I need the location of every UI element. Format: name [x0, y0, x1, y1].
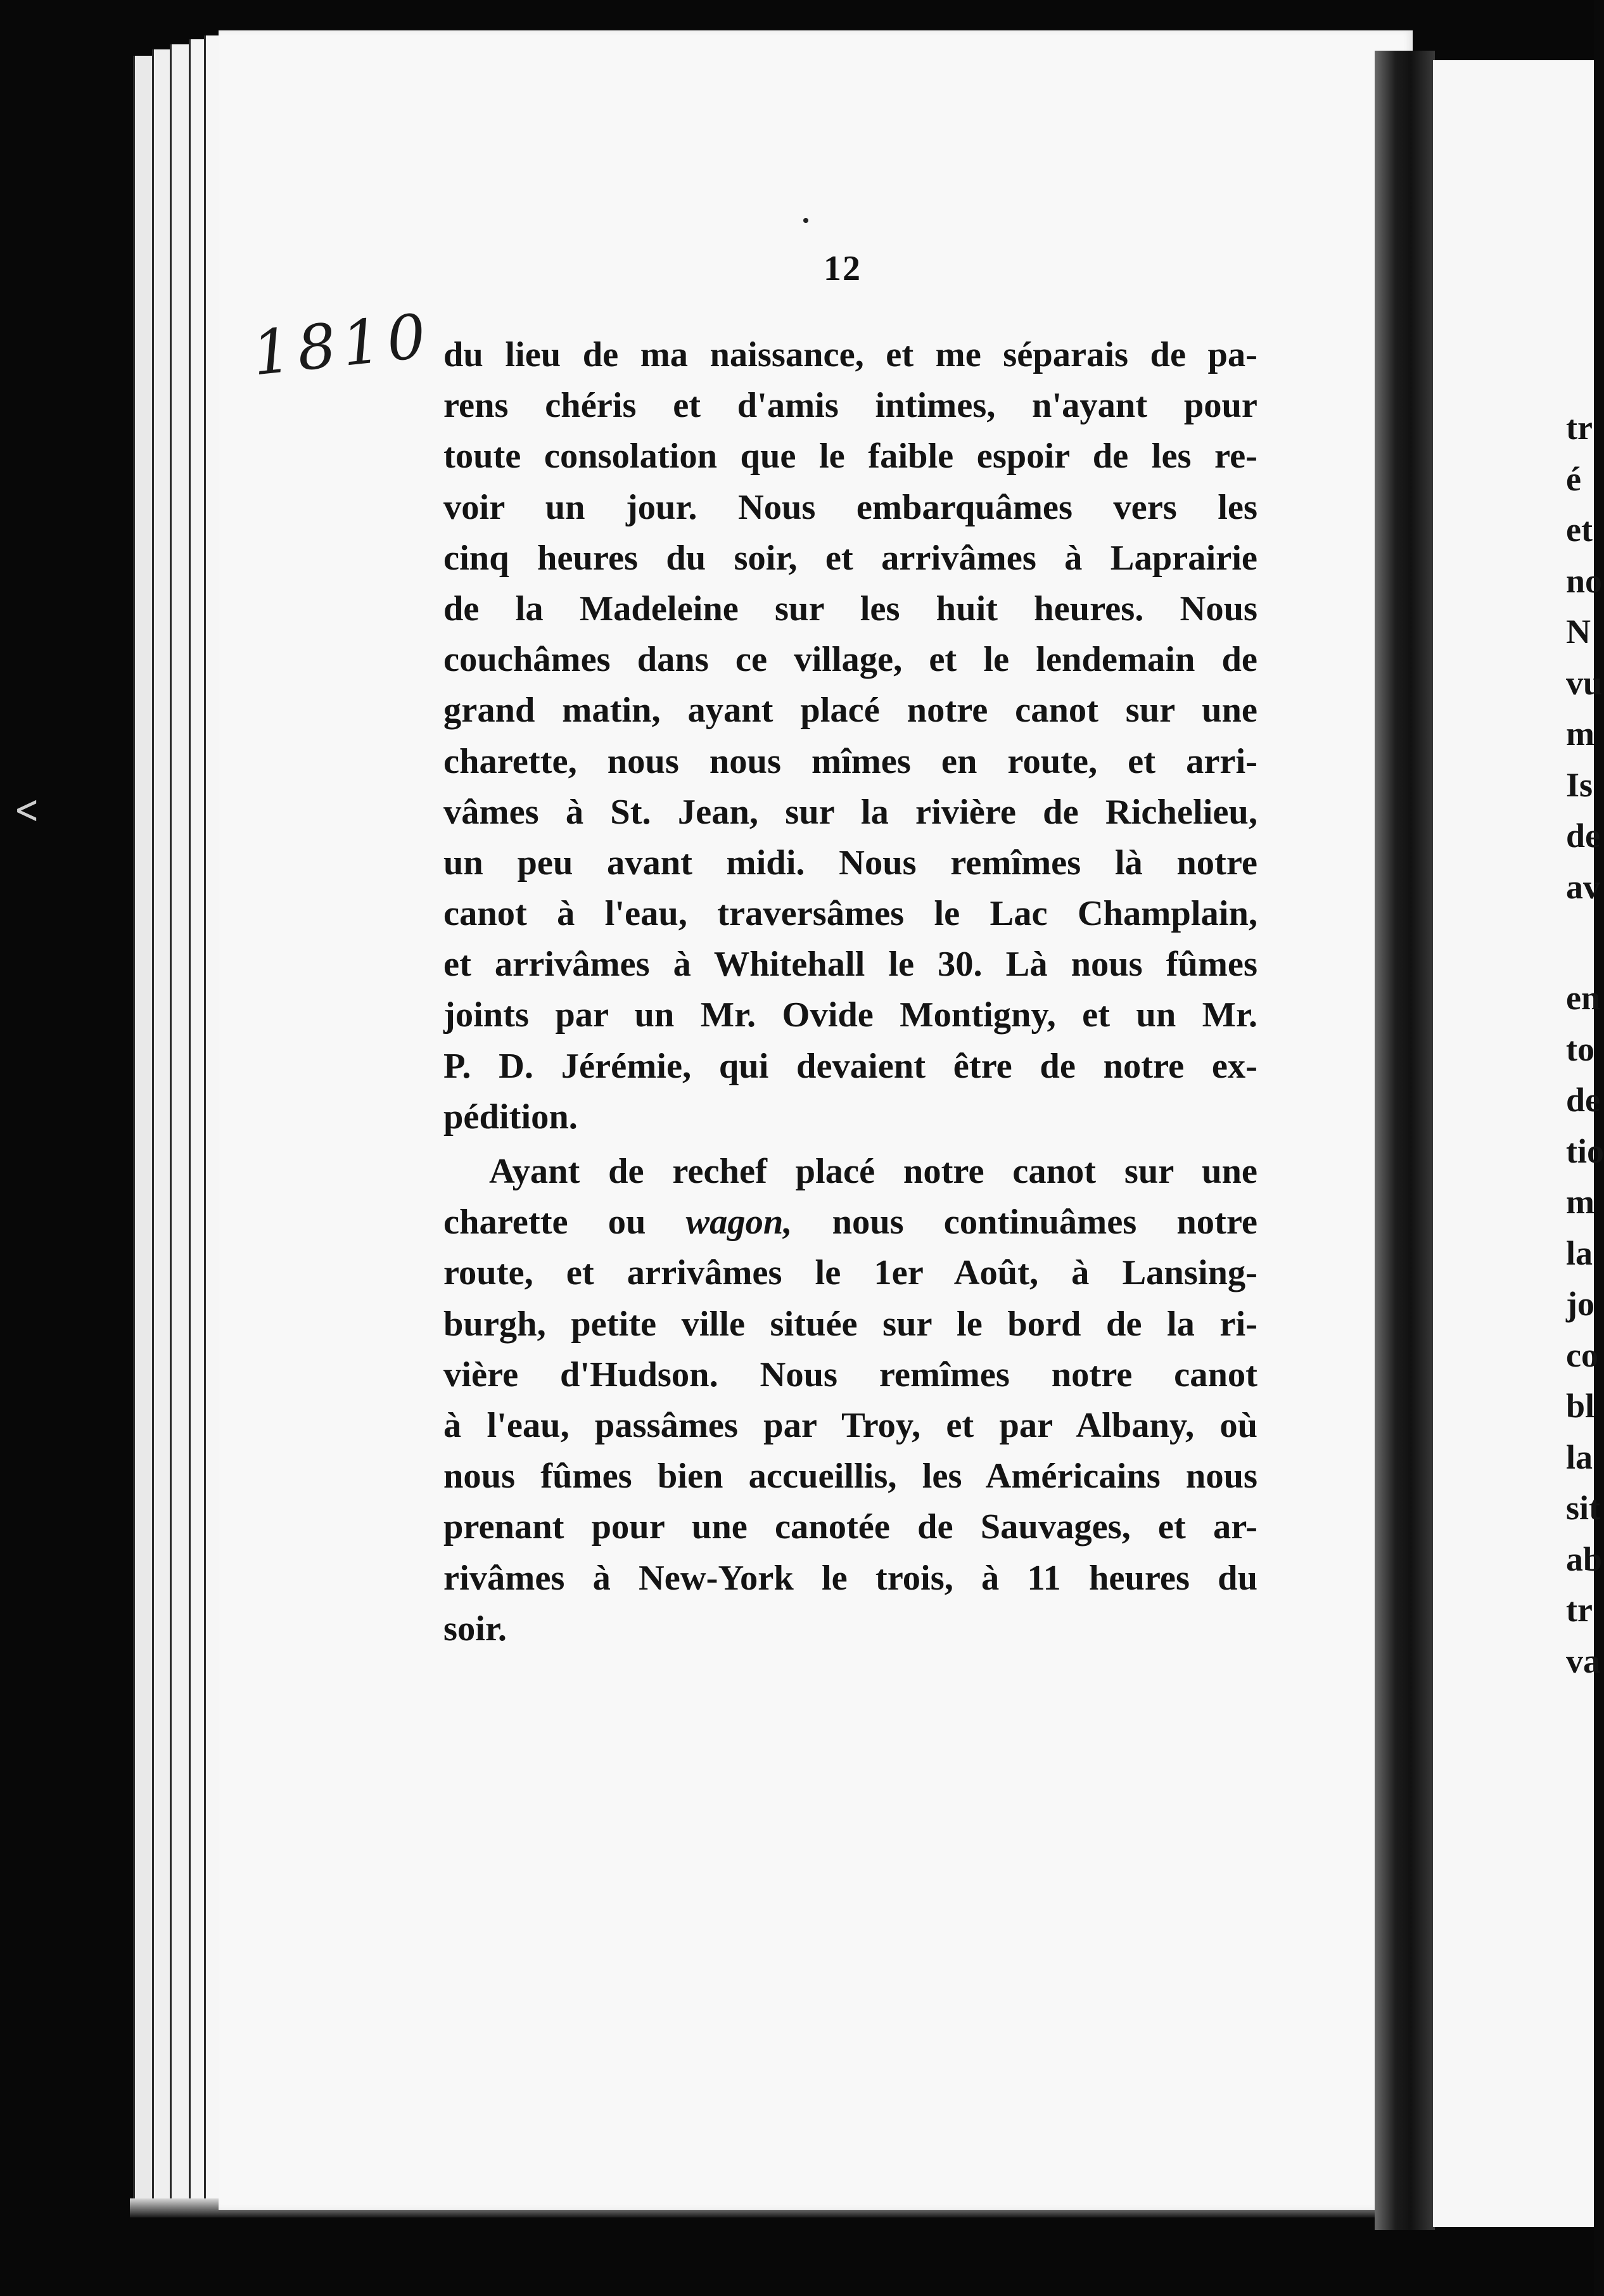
text-line: P. D. Jérémie, qui devaient être de notre ex- [443, 1046, 1257, 1086]
text-line: charette, nous nous mîmes en route, et arri- [443, 741, 1257, 781]
facing-fragment: co [1566, 1336, 1598, 1374]
paragraph [443, 1146, 1257, 1654]
text-line: et arrivâmes à Whitehall le 30. Là nous fûmes [443, 945, 1257, 985]
facing-fragment: tio [1566, 1132, 1604, 1170]
body-text [443, 329, 1257, 1654]
text-line: vâmes à St. Jean, sur la rivière de Richelieu, [443, 792, 1257, 832]
facing-fragment: é [1566, 459, 1581, 498]
facing-fragment: vu [1566, 663, 1603, 702]
facing-page-text [1566, 402, 1604, 1687]
text-line: route, et arrivâmes le 1er Août, à Lansing- [443, 1253, 1257, 1293]
text-line: couchâmes dans ce village, et le lendemain de [443, 640, 1257, 680]
book-gutter [1375, 51, 1435, 2230]
facing-fragment: jo [1566, 1285, 1594, 1323]
facing-fragment: tr [1566, 1591, 1593, 1629]
text-line: grand matin, ayant placé notre canot sur une [443, 691, 1257, 730]
facing-fragment: ab [1566, 1540, 1603, 1578]
text-line: rens chéris et d'amis intimes, n'ayant pour [443, 386, 1257, 426]
facing-fragment: en [1566, 979, 1600, 1017]
facing-fragment: sit [1566, 1489, 1600, 1527]
facing-fragment: va [1566, 1642, 1600, 1680]
facing-fragment: et [1566, 511, 1593, 549]
facing-fragment: tr [1566, 409, 1593, 447]
text-line: du lieu de ma naissance, et me séparais de pa- [443, 335, 1257, 374]
paragraph [443, 329, 1257, 1142]
facing-fragment: m [1566, 715, 1594, 753]
facing-fragment: m [1566, 1183, 1594, 1221]
text-line: voir un jour. Nous embarquâmes vers les [443, 487, 1257, 527]
facing-fragment: de [1566, 1081, 1600, 1119]
text-line: à l'eau, passâmes par Troy, et par Albany, où [443, 1405, 1257, 1445]
facing-fragment: N [1566, 613, 1591, 651]
facing-fragment: de [1566, 817, 1600, 855]
text-line: joints par un Mr. Ovide Montigny, et un Mr. [443, 995, 1257, 1035]
text-line: canot à l'eau, traversâmes le Lac Champlain, [443, 894, 1257, 934]
italic-word: wagon, [685, 1202, 792, 1242]
text-line: soir. [443, 1609, 507, 1649]
text-line: vière d'Hudson. Nous remîmes notre canot [443, 1355, 1257, 1394]
facing-fragment: la [1566, 1234, 1593, 1272]
facing-fragment: no [1566, 561, 1603, 600]
ink-speck [803, 218, 808, 223]
text-line: prenant pour une canotée de Sauvages, et ar- [443, 1507, 1257, 1547]
text-line: cinq heures du soir, et arrivâmes à Laprairie [443, 538, 1257, 578]
facing-fragment: bl [1566, 1387, 1595, 1425]
facing-fragment: la [1566, 1438, 1593, 1476]
page-number: 12 [824, 249, 862, 288]
margin-bracket-mark: < [14, 786, 40, 833]
text-line: de la Madeleine sur les huit heures. Nous [443, 589, 1257, 628]
text-line: un peu avant midi. Nous remîmes là notre [443, 843, 1257, 883]
facing-fragment: Is [1566, 765, 1593, 804]
text-line: toute consolation que le faible espoir de les re- [443, 437, 1257, 476]
text-run: nous continuâmes notre [792, 1202, 1257, 1242]
text-line: nous fûmes bien accueillis, les Américains nous [443, 1457, 1257, 1496]
facing-fragment: av [1566, 867, 1600, 906]
text-line [443, 1197, 1257, 1247]
text-line: rivâmes à New-York le trois, à 11 heures du [443, 1558, 1257, 1598]
text-run: charette ou [443, 1202, 686, 1242]
text-line: burgh, petite ville située sur le bord de la ri- [443, 1304, 1257, 1344]
text-line: pédition. [443, 1097, 578, 1137]
handwritten-annotation: 1810 [248, 300, 436, 390]
facing-fragment: to [1566, 1030, 1594, 1068]
text-line: Ayant de rechef placé notre canot sur une [489, 1152, 1257, 1191]
